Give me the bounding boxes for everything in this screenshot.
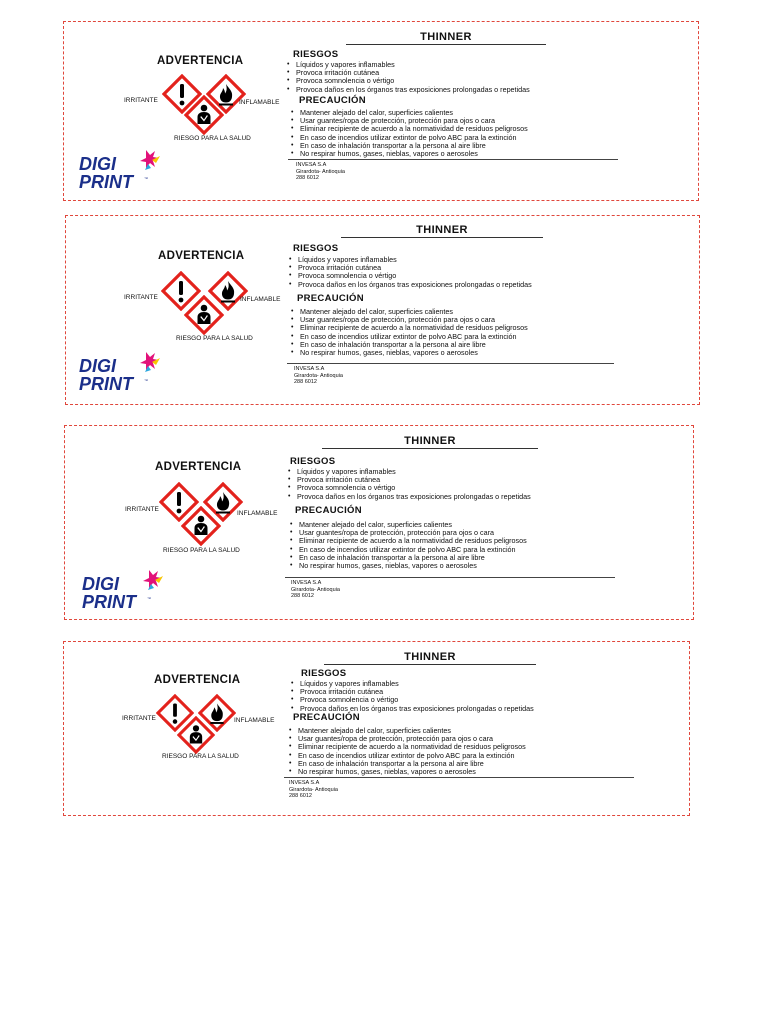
list-item: • Usar guantes/ropa de protección, protección para ojos o cara bbox=[299, 529, 527, 537]
riesgos-list bbox=[288, 256, 532, 289]
warning-heading: ADVERTENCIA bbox=[155, 461, 242, 473]
list-item: • En caso de incendios utilizar extintor de polvo ABC para la extinción bbox=[300, 333, 528, 341]
precaucion-heading: PRECAUCIÓN bbox=[299, 95, 366, 106]
riesgos-list bbox=[286, 61, 530, 94]
list-item: • Usar guantes/ropa de protección, protección para ojos o cara bbox=[300, 316, 528, 324]
list-item: • Provoca irritación cutánea bbox=[297, 476, 531, 484]
list-item: • En caso de inhalación transportar a la persona al aire libre bbox=[300, 142, 528, 150]
warning-heading: ADVERTENCIA bbox=[154, 674, 241, 686]
divider bbox=[288, 159, 618, 160]
riesgos-list bbox=[290, 680, 534, 713]
precaucion-list bbox=[290, 308, 528, 357]
label-card-2 bbox=[65, 215, 700, 405]
product-title: THINNER bbox=[322, 435, 538, 449]
flammable-label: INFLAMABLE bbox=[239, 99, 280, 106]
list-item: • Provoca somnolencia o vértigo bbox=[297, 484, 531, 492]
logo-digi-text: DIGI bbox=[82, 574, 120, 594]
irritant-label: IRRITANTE bbox=[125, 506, 159, 513]
logo-tm: ™ bbox=[144, 378, 148, 383]
list-item: • Usar guantes/ropa de protección, protección para ojos o cara bbox=[300, 117, 528, 125]
health-hazard-pictogram-icon bbox=[184, 95, 224, 135]
product-title: THINNER bbox=[346, 31, 546, 45]
label-card-4 bbox=[63, 641, 690, 816]
company-phone: 288 6012 bbox=[296, 175, 319, 182]
precaucion-list bbox=[288, 727, 526, 776]
precaucion-heading: PRECAUCIÓN bbox=[293, 712, 360, 723]
list-item: • Provoca daños en los órganos tras exposiciones prolongadas o repetidas bbox=[297, 493, 531, 501]
list-item: • Provoca somnolencia o vértigo bbox=[298, 272, 532, 280]
logo-tm: ™ bbox=[147, 596, 151, 601]
product-title: THINNER bbox=[341, 224, 543, 238]
logo-digi-text: DIGI bbox=[79, 154, 117, 174]
list-item: • Provoca somnolencia o vértigo bbox=[300, 696, 534, 704]
flammable-label: INFLAMABLE bbox=[234, 717, 275, 724]
riesgos-heading: RIESGOS bbox=[293, 49, 339, 60]
company-city: Girardota- Antioquia bbox=[291, 586, 340, 593]
digiprint-logo-icon bbox=[78, 146, 164, 190]
digiprint-logo-icon bbox=[81, 566, 167, 610]
health-hazard-pictogram-icon bbox=[177, 716, 215, 754]
warning-heading: ADVERTENCIA bbox=[158, 250, 245, 262]
flammable-label: INFLAMABLE bbox=[237, 510, 278, 517]
divider bbox=[285, 577, 615, 578]
list-item: • No respirar humos, gases, nieblas, vapores o aerosoles bbox=[298, 768, 526, 776]
company-phone: 288 6012 bbox=[294, 379, 317, 386]
list-item: • Mantener alejado del calor, superficies calientes bbox=[300, 308, 528, 316]
health-hazard-pictogram-icon bbox=[181, 506, 221, 546]
list-item: • Eliminar recipiente de acuerdo a la normatividad de residuos peligrosos bbox=[298, 743, 526, 751]
logo-digi-text: DIGI bbox=[79, 356, 117, 376]
list-item: • Mantener alejado del calor, superficies calientes bbox=[299, 521, 527, 529]
precaucion-list bbox=[289, 521, 527, 570]
list-item: • Provoca irritación cutánea bbox=[298, 264, 532, 272]
health-hazard-label: RIESGO PARA LA SALUD bbox=[162, 753, 239, 760]
list-item: • En caso de inhalación transportar a la persona al aire libre bbox=[298, 760, 526, 768]
company-name: INVESA S.A bbox=[294, 366, 325, 372]
company-city: Girardota- Antioquia bbox=[296, 168, 345, 175]
list-item: • Líquidos y vapores inflamables bbox=[298, 256, 532, 264]
product-title: THINNER bbox=[324, 651, 536, 665]
list-item: • En caso de inhalación transportar a la persona al aire libre bbox=[300, 341, 528, 349]
logo-print-text: PRINT bbox=[82, 592, 136, 610]
company-city: Girardota- Antioquia bbox=[289, 786, 338, 793]
company-city: Girardota- Antioquia bbox=[294, 372, 343, 379]
company-name: INVESA S.A bbox=[291, 580, 322, 586]
logo-print-text: PRINT bbox=[79, 172, 133, 190]
precaucion-heading: PRECAUCIÓN bbox=[295, 505, 362, 516]
list-item: • En caso de incendios utilizar extintor de polvo ABC para la extinción bbox=[298, 752, 526, 760]
divider bbox=[287, 363, 614, 364]
list-item: • Mantener alejado del calor, superficies calientes bbox=[300, 109, 528, 117]
list-item: • Provoca somnolencia o vértigo bbox=[296, 77, 530, 85]
list-item: • No respirar humos, gases, nieblas, vapores o aerosoles bbox=[300, 349, 528, 357]
list-item: • Eliminar recipiente de acuerdo a la normatividad de residuos peligrosos bbox=[300, 324, 528, 332]
list-item: • Eliminar recipiente de acuerdo a la normatividad de residuos peligrosos bbox=[299, 537, 527, 545]
company-info bbox=[294, 366, 343, 386]
list-item: • Líquidos y vapores inflamables bbox=[300, 680, 534, 688]
health-hazard-label: RIESGO PARA LA SALUD bbox=[174, 135, 251, 142]
company-info bbox=[289, 780, 338, 800]
warning-heading: ADVERTENCIA bbox=[157, 55, 244, 67]
precaucion-list bbox=[290, 109, 528, 158]
precaucion-heading: PRECAUCIÓN bbox=[297, 293, 364, 304]
company-info bbox=[296, 162, 345, 182]
divider bbox=[284, 777, 634, 778]
company-info bbox=[291, 580, 340, 600]
irritant-label: IRRITANTE bbox=[124, 97, 158, 104]
health-hazard-pictogram-icon bbox=[184, 295, 224, 335]
riesgos-list bbox=[287, 468, 531, 501]
list-item: • No respirar humos, gases, nieblas, vapores o aerosoles bbox=[300, 150, 528, 158]
list-item: • En caso de inhalación transportar a la persona al aire libre bbox=[299, 554, 527, 562]
list-item: • Provoca daños en los órganos tras exposiciones prolongadas o repetidas bbox=[300, 705, 534, 713]
company-phone: 288 6012 bbox=[289, 793, 312, 800]
label-card-1 bbox=[63, 21, 699, 201]
company-name: INVESA S.A bbox=[289, 780, 320, 786]
irritant-label: IRRITANTE bbox=[124, 294, 158, 301]
list-item: • Mantener alejado del calor, superficies calientes bbox=[298, 727, 526, 735]
list-item: • En caso de incendios utilizar extintor de polvo ABC para la extinción bbox=[300, 134, 528, 142]
digiprint-logo-icon bbox=[78, 348, 164, 392]
list-item: • Provoca irritación cutánea bbox=[296, 69, 530, 77]
list-item: • Provoca daños en los órganos tras exposiciones prolongadas o repetidas bbox=[296, 86, 530, 94]
list-item: • Eliminar recipiente de acuerdo a la normatividad de residuos peligrosos bbox=[300, 125, 528, 133]
label-card-3 bbox=[64, 425, 694, 620]
list-item: • No respirar humos, gases, nieblas, vapores o aerosoles bbox=[299, 562, 527, 570]
flammable-label: INFLAMABLE bbox=[240, 296, 281, 303]
health-hazard-label: RIESGO PARA LA SALUD bbox=[176, 335, 253, 342]
health-hazard-label: RIESGO PARA LA SALUD bbox=[163, 547, 240, 554]
logo-print-text: PRINT bbox=[79, 374, 133, 392]
list-item: • Líquidos y vapores inflamables bbox=[296, 61, 530, 69]
list-item: • Líquidos y vapores inflamables bbox=[297, 468, 531, 476]
list-item: • Usar guantes/ropa de protección, protección para ojos o cara bbox=[298, 735, 526, 743]
riesgos-heading: RIESGOS bbox=[290, 456, 336, 467]
logo-tm: ™ bbox=[144, 176, 148, 181]
company-name: INVESA S.A bbox=[296, 162, 327, 168]
riesgos-heading: RIESGOS bbox=[293, 243, 339, 254]
list-item: • Provoca irritación cutánea bbox=[300, 688, 534, 696]
irritant-label: IRRITANTE bbox=[122, 715, 156, 722]
company-phone: 288 6012 bbox=[291, 593, 314, 600]
list-item: • En caso de incendios utilizar extintor de polvo ABC para la extinción bbox=[299, 546, 527, 554]
list-item: • Provoca daños en los órganos tras exposiciones prolongadas o repetidas bbox=[298, 281, 532, 289]
riesgos-heading: RIESGOS bbox=[301, 668, 347, 679]
